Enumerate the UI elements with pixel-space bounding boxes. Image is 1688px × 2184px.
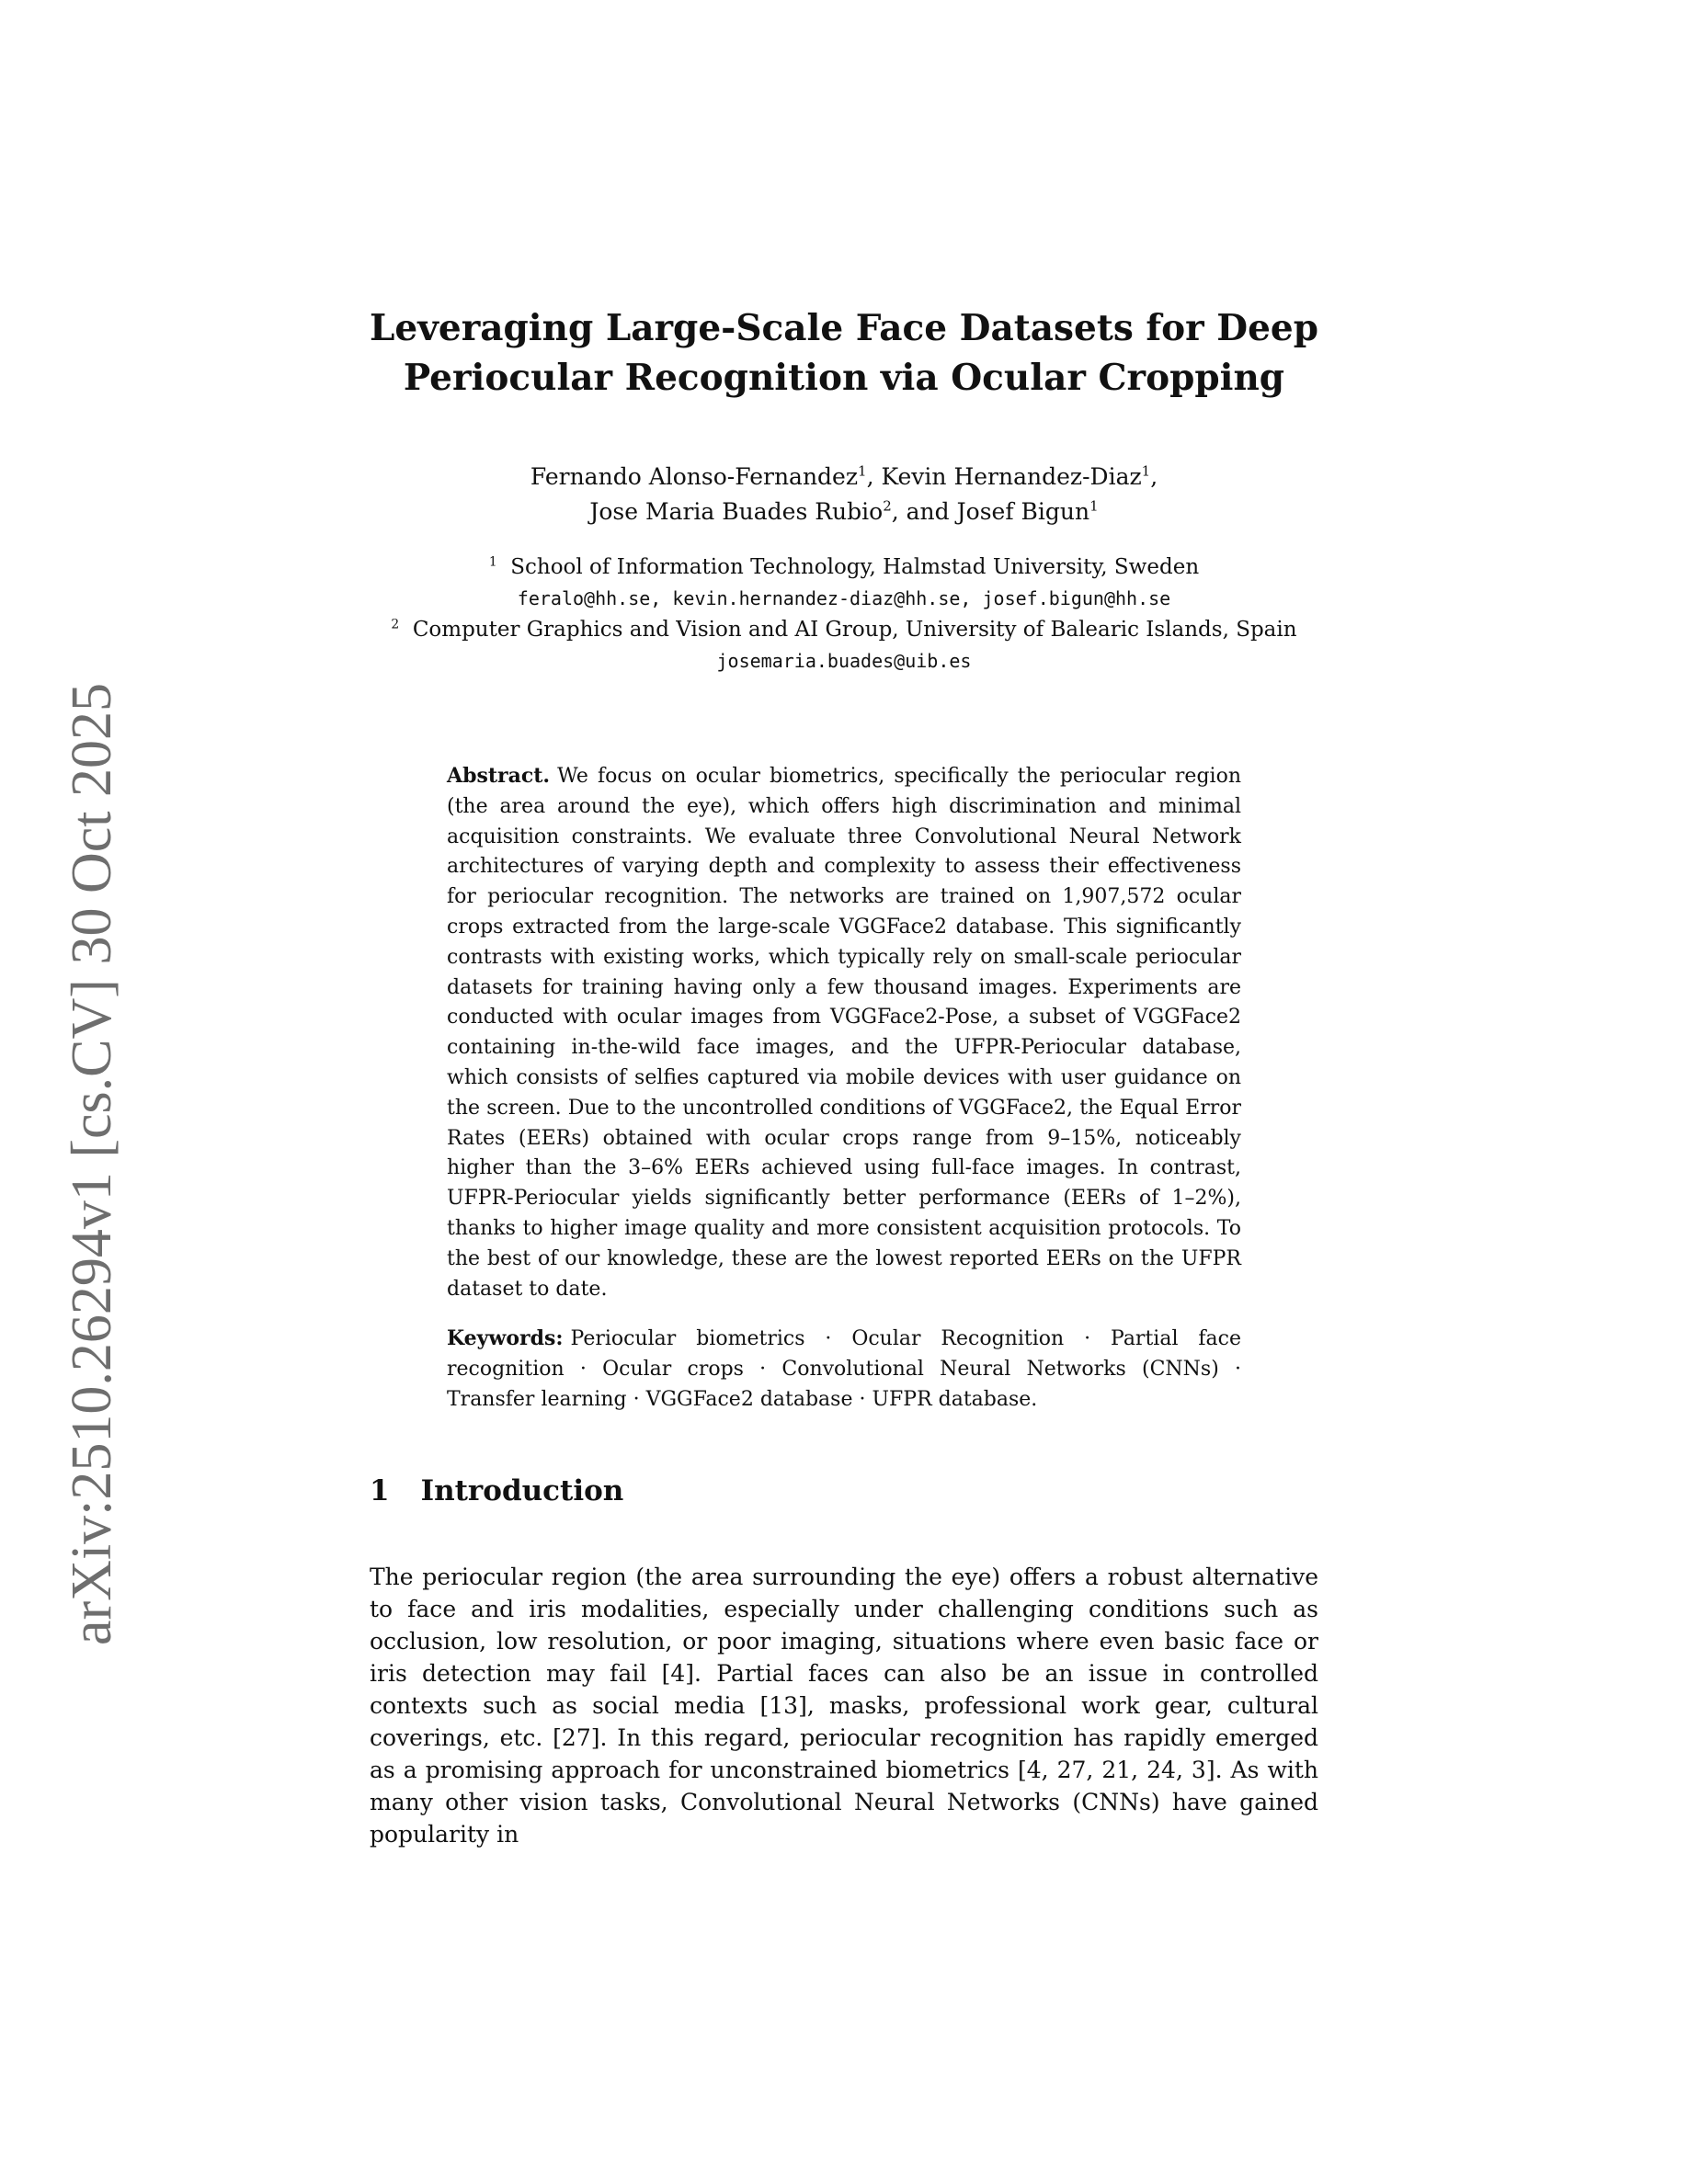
affiliation-1-emails[interactable]: feralo@hh.se, kevin.hernandez-diaz@hh.se, josef.bigun@hh.se	[517, 587, 1171, 609]
author-line-1: Fernando Alonso-Fernandez$^1$, Kevin Hernandez-Diaz$^1$,	[530, 462, 1158, 490]
author-list	[276, 460, 1412, 529]
arxiv-identifier[interactable]: arXiv:2510.26294v1 [cs.CV] 30 Oct 2025	[61, 683, 123, 1645]
keywords	[447, 1324, 1241, 1415]
abstract	[447, 761, 1241, 1304]
author-name: Fernando Alonso-Fernandez	[530, 463, 859, 490]
section-number: 1	[370, 1474, 390, 1507]
section-heading	[370, 1473, 623, 1509]
section-title: Introduction	[420, 1474, 624, 1507]
affiliation-mark: 2	[883, 497, 892, 515]
affiliations	[349, 552, 1339, 677]
affiliation-2	[349, 614, 1339, 645]
author-line-2: Jose Maria Buades Rubio$^2$, and Josef Bigun$^1$	[589, 497, 1099, 525]
abstract-label: Abstract.	[447, 764, 551, 788]
affiliation-mark: 1	[858, 462, 867, 480]
affiliation-name: School of Information Technology, Halmstad University, Sweden	[510, 555, 1200, 579]
affiliation-mark: 1	[1141, 462, 1151, 480]
affiliation-1	[349, 552, 1339, 583]
affiliation-mark: 1	[1089, 497, 1099, 515]
affiliation-mark: 1	[488, 554, 497, 570]
author-name: Kevin Hernandez-Diaz	[881, 463, 1142, 490]
author-name: Josef Bigun	[956, 498, 1090, 525]
affiliation-mark: 2	[391, 617, 400, 632]
affiliation-name: Computer Graphics and Vision and AI Group, University of Balearic Islands, Spain	[412, 618, 1297, 642]
abstract-text: We focus on ocular biometrics, specifically the periocular region (the area around the eye), which offers high discrimination and minimal acquisition constraints. We evaluate three Convolutional Neural Network architectures of varying depth and complexity to assess their effectiveness for periocular recognition. The networks are trained on 1,907,572 ocular crops extracted from the large-scale VGGFace2 database. This significantly contrasts with existing works, which typically rely on small-scale periocular datasets for training having only a few thousand images. Experiments are conducted with ocular images from VGGFace2-Pose, a subset of VGGFace2 containing in-the-wild face images, and the UFPR-Periocular database, which consists of selfies captured via mobile devices with user guidance on the screen. Due to the uncontrolled conditions of VGGFace2, the Equal Error Rates (EERs) obtained with ocular crops range from 9–15%, noticeably higher than the 3–6% EERs achieved using full-face images. In contrast, UFPR-Periocular yields significantly better performance (EERs of 1–2%), thanks to higher image quality and more consistent acquisition protocols. To the best of our knowledge, these are the lowest reported EERs on the UFPR dataset to date.	[447, 765, 1241, 1301]
keywords-text: Periocular biometrics · Ocular Recognition · Partial face recognition · Ocular crops · Convolutional Neural Networks (CNNs) · Transfer learning · VGGFace2 database · UFPR database.	[447, 1327, 1241, 1411]
title-line-1: Leveraging Large-Scale Face Datasets for Deep	[370, 307, 1318, 349]
affiliation-2-emails[interactable]: josemaria.buades@uib.es	[716, 650, 972, 672]
keywords-label: Keywords:	[447, 1326, 564, 1350]
title-line-2: Periocular Recognition via Ocular Cropping	[403, 357, 1285, 399]
paper-title	[276, 303, 1412, 403]
author-name: Jose Maria Buades Rubio	[589, 498, 884, 525]
author-conjunction: and	[906, 498, 950, 525]
introduction-paragraph: The periocular region (the area surrounding the eye) offers a robust alternative to face and iris modalities, especially under challenging conditions such as occlusion, low resolution, or poor imaging, situations where even basic face or iris detection may fail [4]. Partial faces can also be an issue in controlled contexts such as social media [13], masks, professional work gear, cultural coverings, etc. [27]. In this regard, periocular recognition has rapidly emerged as a promising approach for unconstrained biometrics [4, 27, 21, 24, 3]. As with many other vision tasks, Convolutional Neural Networks (CNNs) have gained popularity in	[370, 1564, 1318, 1848]
